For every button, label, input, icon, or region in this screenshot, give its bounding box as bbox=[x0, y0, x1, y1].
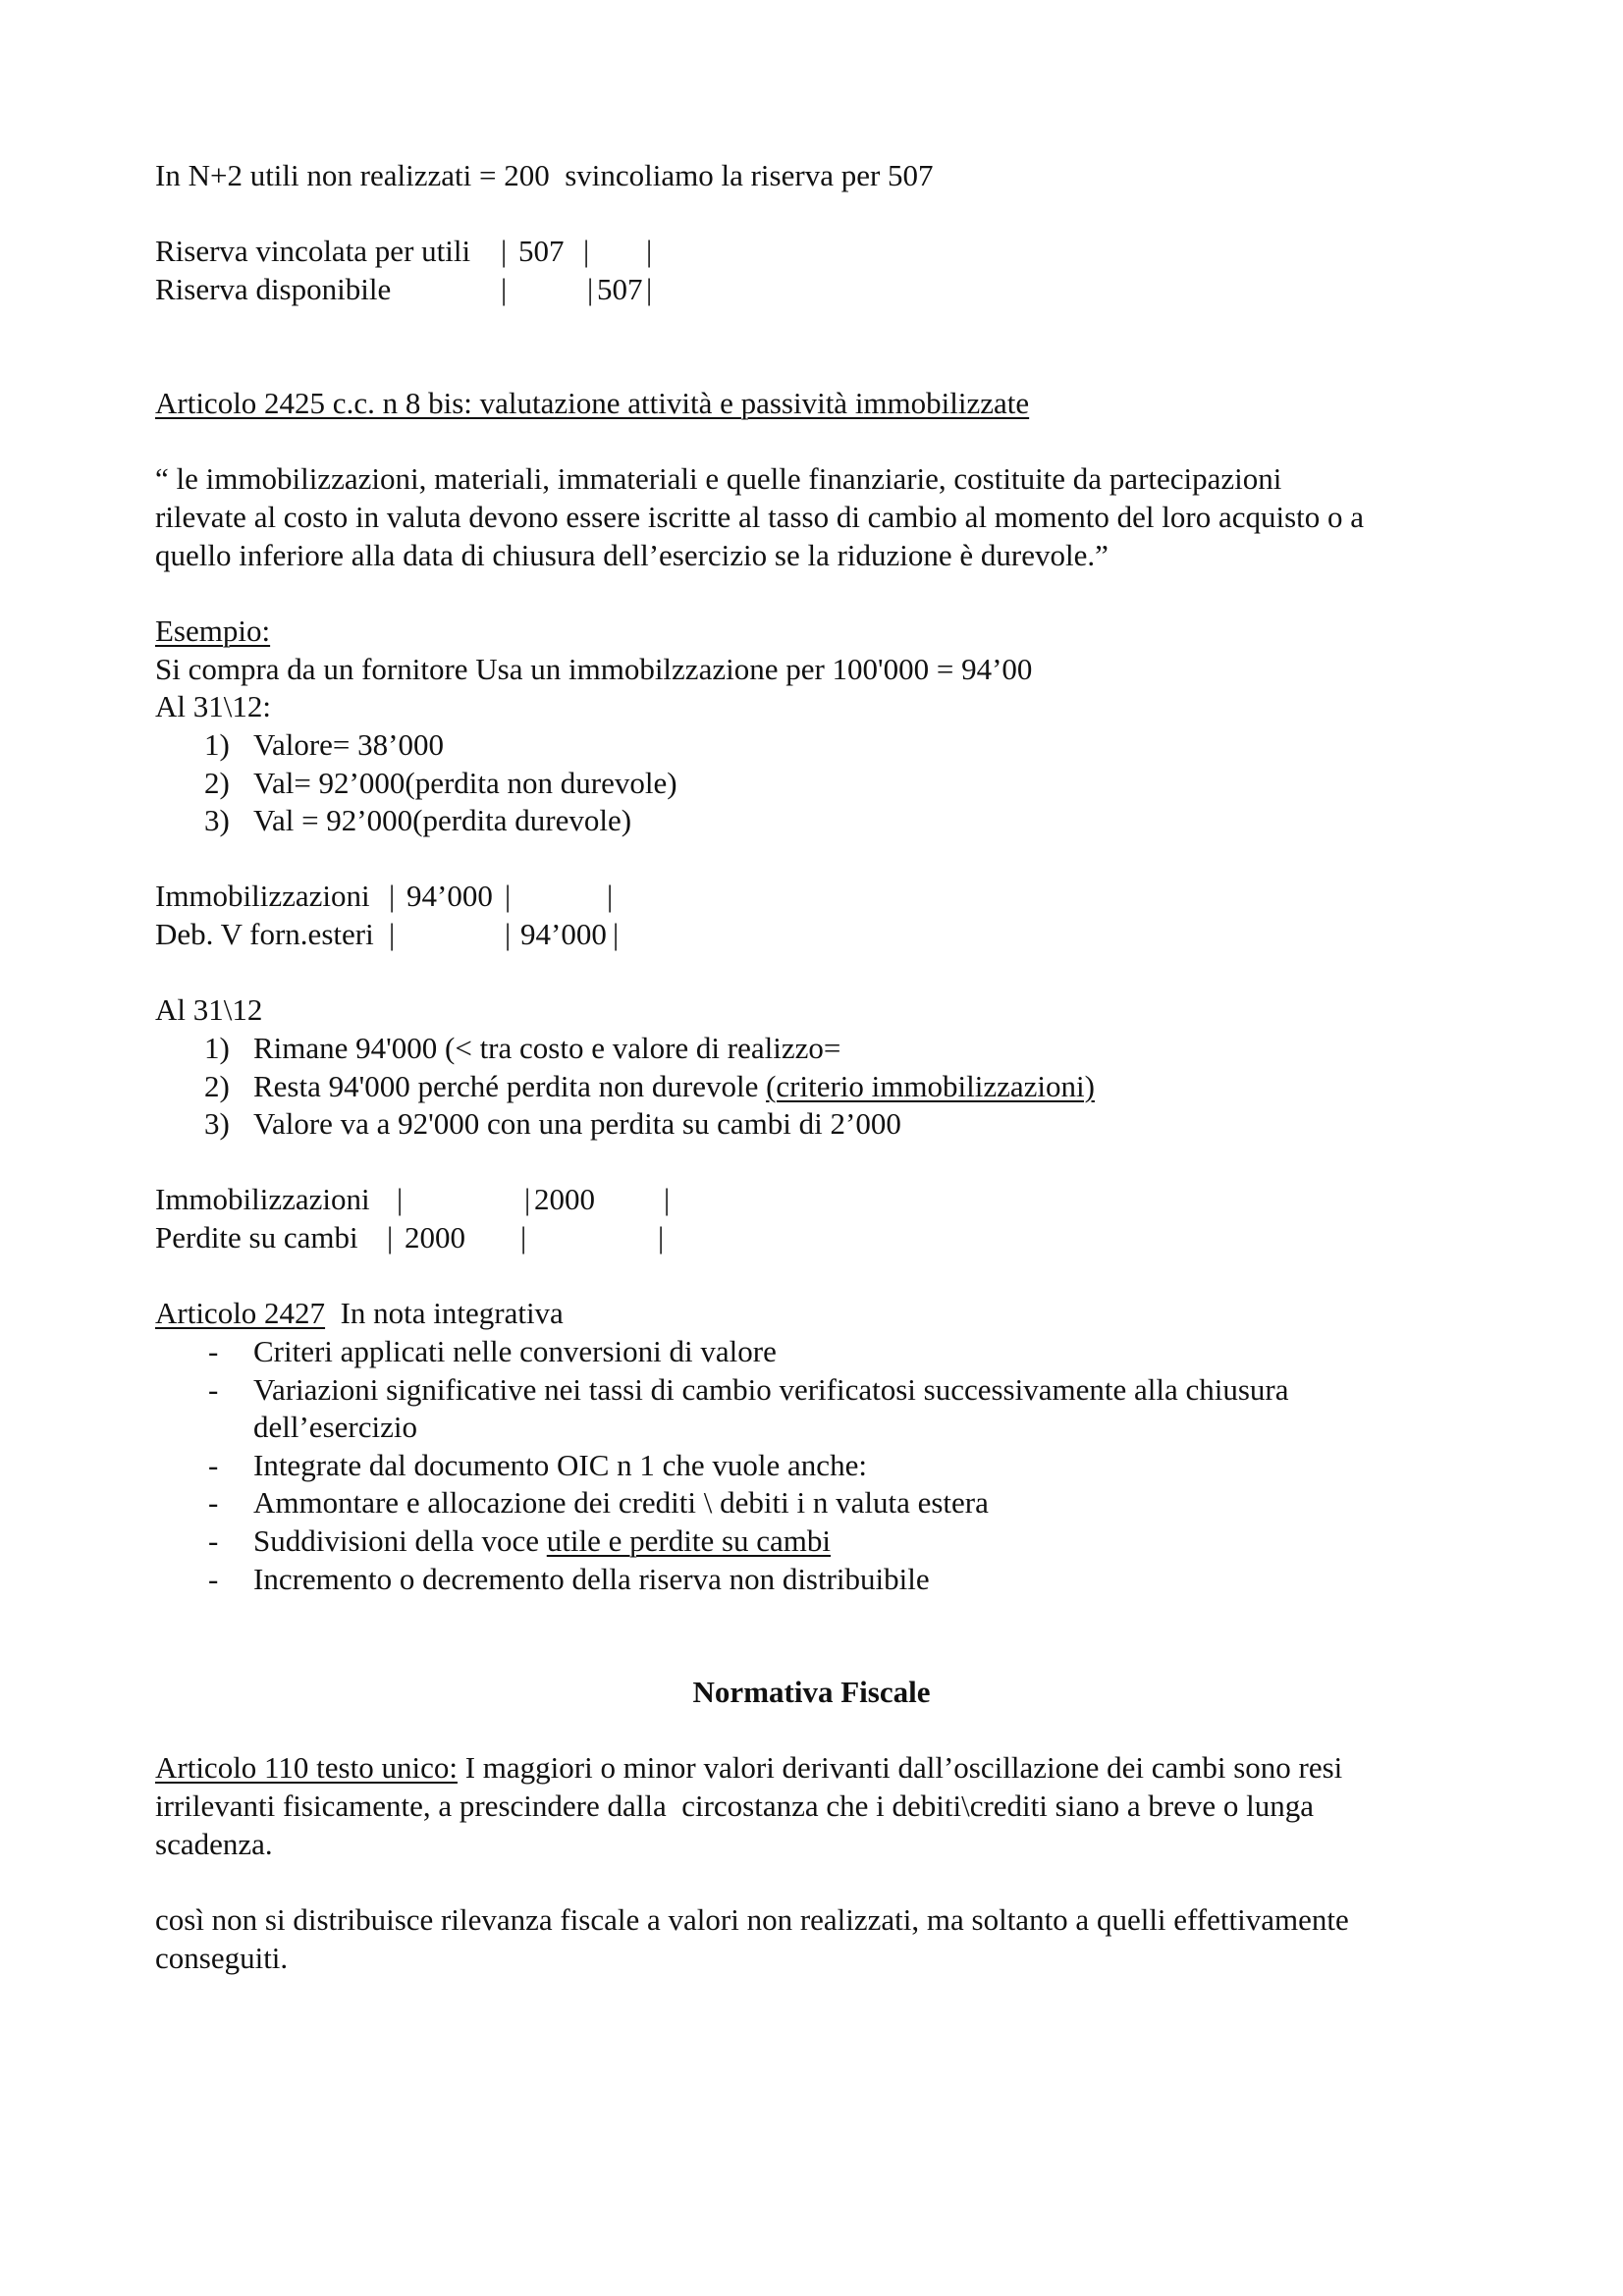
separator: | bbox=[520, 1220, 527, 1255]
separator: | bbox=[505, 917, 512, 951]
article-110-line: scadenza. bbox=[155, 1827, 273, 1861]
criterio-link: (criterio immobilizzazioni) bbox=[766, 1068, 1095, 1103]
separator: | bbox=[587, 272, 594, 306]
account-name: Riserva disponibile bbox=[155, 272, 392, 306]
separator: | bbox=[658, 1220, 665, 1255]
article-110-line: Articolo 110 testo unico: I maggiori o minor valori derivanti dall’oscillazione dei cambi sono resi bbox=[155, 1750, 1343, 1785]
account-name: Immobilizzazioni bbox=[155, 1182, 370, 1216]
journal-row bbox=[155, 878, 744, 916]
credit-value: 507 bbox=[597, 272, 643, 306]
separator: | bbox=[501, 272, 508, 306]
intro-line bbox=[155, 157, 934, 197]
debit-value: 2000 bbox=[405, 1220, 465, 1255]
journal-row bbox=[155, 233, 744, 271]
journal-row bbox=[155, 271, 744, 309]
separator: | bbox=[387, 1220, 394, 1255]
separator: | bbox=[607, 879, 614, 913]
example-date: Al 31\12: bbox=[155, 689, 271, 723]
credit-value: 2000 bbox=[534, 1182, 595, 1216]
account-name: Immobilizzazioni bbox=[155, 879, 370, 913]
example-label: Esempio: bbox=[155, 614, 271, 648]
separator: | bbox=[505, 879, 512, 913]
quote-line: rilevate al costo in valuta devono essere iscritte al tasso di cambio al momento del loro acquisto o a bbox=[155, 500, 1365, 534]
account-name: Riserva vincolata per utili bbox=[155, 234, 471, 268]
journal-row bbox=[155, 916, 744, 954]
separator: | bbox=[664, 1182, 671, 1216]
separator: | bbox=[613, 917, 620, 951]
article-110-heading: Articolo 110 testo unico: bbox=[155, 1750, 458, 1785]
separator: | bbox=[389, 917, 396, 951]
credit-value: 94’000 bbox=[520, 917, 607, 951]
quote-line: “ le immobilizzazioni, materiali, immateriali e quelle finanziarie, costituite da partecipazioni bbox=[155, 461, 1282, 496]
journal-row bbox=[155, 1219, 744, 1257]
separator: | bbox=[646, 272, 653, 306]
journal-row bbox=[155, 1181, 744, 1219]
separator: | bbox=[397, 1182, 404, 1216]
conclusion-line: conseguiti. bbox=[155, 1941, 289, 1975]
quote-line: quello inferiore alla data di chiusura dell’esercizio se la riduzione è durevole.” bbox=[155, 538, 1109, 572]
utile-perdite-link: utile e perdite su cambi bbox=[546, 1522, 832, 1558]
separator: | bbox=[583, 234, 590, 268]
debit-value: 94’000 bbox=[406, 879, 493, 913]
account-name: Deb. V forn.esteri bbox=[155, 917, 374, 951]
account-name: Perdite su cambi bbox=[155, 1220, 358, 1255]
article-2425-heading: Articolo 2425 c.c. n 8 bis: valutazione attività e passività immobilizzate bbox=[155, 386, 1030, 420]
separator: | bbox=[524, 1182, 531, 1216]
article-2427-heading: Articolo 2427 In nota integrativa bbox=[155, 1296, 564, 1330]
separator: | bbox=[501, 234, 508, 268]
example-text: Si compra da un fornitore Usa un immobilzzazione per 100'000 = 94’00 bbox=[155, 652, 1033, 686]
debit-value: 507 bbox=[518, 234, 565, 268]
intro-text: In N+2 utili non realizzati = 200 bbox=[155, 158, 558, 192]
separator: | bbox=[646, 234, 653, 268]
section-title: Normativa Fiscale bbox=[692, 1675, 931, 1709]
document-page: In N+2 utili non realizzati = 200 svincoliamo la riserva per 507 Riserva vincolata per utili | 507 | | Riserva disponibile | | 507 | Articolo 2425 c.c. n 8 bis: valutazione attività e passività immobilizzate “ le immobilizzazioni, materiali, immateriali e quelle finanziarie, costituite da partecipazioni rilevate al costo in valuta devono essere iscritte al tasso di cambio al momento del loro acquisto o a quello inferiore alla data di chiusura dell’esercizio se la riduzione è durevole.” Esempio: Si compra da un fornitore Usa un immobilzzazione per 100'000 = 94’00 Al 31\12: 1) Valore= 38’000 2) Val= 92’000(perdita non durevole) 3) Val = 92’000(perdita durevole) Immobilizzazioni | 94’000 | | Deb. V forn.esteri | | 94’000 | Al 31\12 1) Rimane 94'000 (< tra costo e valore di realizzo= 2) Resta 94'000 perché perdita non durevole (criterio immobilizzazioni) 3) Valore va a 92'000 con una perdita su cambi di 2’000 Immobilizzazioni | | 2000 | Perdite su cambi | 2000 | | Articolo 2427 In nota integrativa - Criteri applicati nelle conversioni di valore - Variazioni significative nei tassi di cambio verificatosi successivamente alla chiusura dell’esercizio - Integrate dal documento OIC n 1 che vuole anche: - Ammontare e allocazione dei crediti \ debiti i n valuta estera - Suddivisioni della voce utile e perdite su cambi - Incremento o decremento della riserva non distribuibile Normativa Fiscale Articolo 110 testo unico: I maggiori o minor valori derivanti dall’oscillazione dei cambi sono resi irrilevanti fisicamente, a prescindere dalla circostanza che i debiti\crediti siano a breve o lunga scadenza. così non si distribuisce rilevanza fiscale a valori non realizzati, ma soltanto a quelli effettivamente conseguiti. bbox=[0, 0, 1623, 2296]
conclusion-line: così non si distribuisce rilevanza fiscale a valori non realizzati, ma soltanto a quelli effettivamente bbox=[155, 1902, 1349, 1937]
separator: | bbox=[389, 879, 396, 913]
article-110-line: irrilevanti fisicamente, a prescindere dalla circostanza che i debiti\crediti siano a breve o lunga bbox=[155, 1789, 1315, 1823]
intro-text-2: svincoliamo la riserva per 507 bbox=[557, 158, 934, 192]
example-date: Al 31\12 bbox=[155, 992, 263, 1027]
